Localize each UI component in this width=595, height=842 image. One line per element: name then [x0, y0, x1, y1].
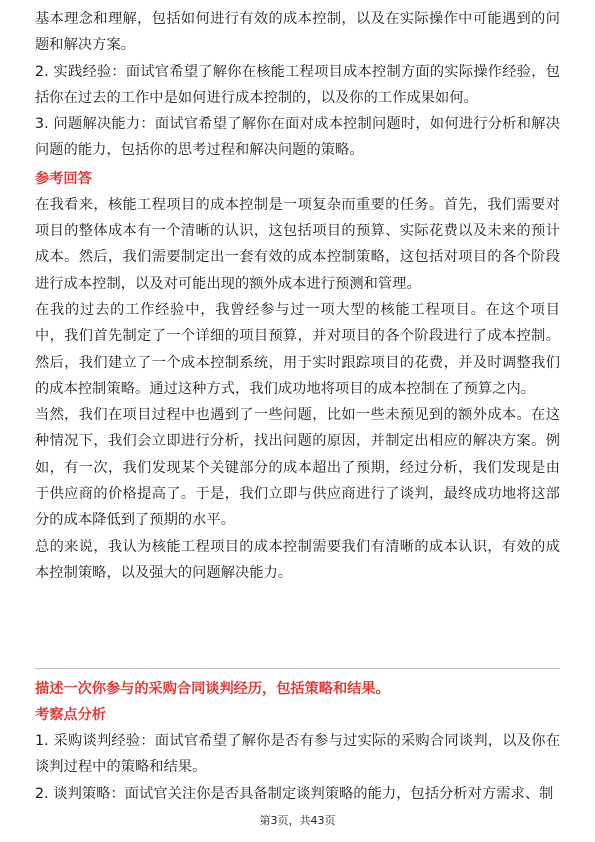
answer-paragraph: 当然，我们在项目过程中也遇到了一些问题，比如一些未预见到的额外成本。在这种情况下，我们会立即进行分析，找出问题的原因，并制定出相应的解决方案。例如，有一次，我们发现某个关键部分的成本超出了预期，经过分析，我们发现是由于供应商的价格提高了。于是，我们立即与供应商进行了谈判，最终成功地将这部分的成本降低到了预期的水平。	[35, 407, 560, 529]
section-1	[35, 6, 560, 586]
answer-paragraph: 总的来说，我认为核能工程项目的成本控制需要我们有清晰的成本认识，有效的成本控制策略，以及强大的问题解决能力。	[35, 538, 560, 581]
answer-paragraph: 在我的过去的工作经验中，我曾经参与过一项大型的核能工程项目。在这个项目中，我们首先制定了一个详细的项目预算，并对项目的各个阶段进行了成本控制。然后，我们建立了一个成本控制系统，用于实时跟踪项目的花费，并及时调整我们的成本控制策略。通过这种方式，我们成功地将项目的成本控制在了预算之内。	[35, 301, 560, 397]
answer-heading: 参考回答	[35, 170, 92, 187]
answer-paragraph: 在我看来，核能工程项目的成本控制是一项复杂而重要的任务。首先，我们需要对项目的整体成本有一个清晰的认识，这包括项目的预算、实际花费以及未来的预计成本。然后，我们需要制定出一套有效的成本控制策略，这包括对项目的各个阶段进行成本控制，以及对可能出现的额外成本进行预测和管理。	[35, 196, 560, 292]
question-heading: 描述一次你参与的采购合同谈判经历，包括策略和结果。	[35, 681, 390, 697]
paragraph: 基本理念和理解，包括如何进行有效的成本控制，以及在实际操作中可能遇到的问题和解决方案。	[35, 11, 560, 54]
paragraph: 2. 实践经验：面试官希望了解你在核能工程项目成本控制方面的实际操作经验，包括你在过去的工作中是如何进行成本控制的，以及你的工作成果如何。	[35, 63, 560, 106]
analysis-paragraph: 1. 采购谈判经验：面试官希望了解你是否有参与过实际的采购合同谈判，以及你在谈判过程中的策略和结果。	[35, 733, 560, 776]
paragraph: 3. 问题解决能力：面试官希望了解你在面对成本控制问题时，如何进行分析和解决问题的能力，包括你的思考过程和解决问题的策略。	[35, 116, 560, 159]
section-2	[35, 676, 560, 807]
analysis-paragraph: 2. 谈判策略：面试官关注你是否具备制定谈判策略的能力，包括分析对方需求、制	[35, 785, 554, 802]
page-number-footer: 第3页，共43页	[259, 814, 336, 827]
section-divider	[35, 668, 560, 669]
analysis-heading: 考察点分析	[35, 707, 106, 723]
